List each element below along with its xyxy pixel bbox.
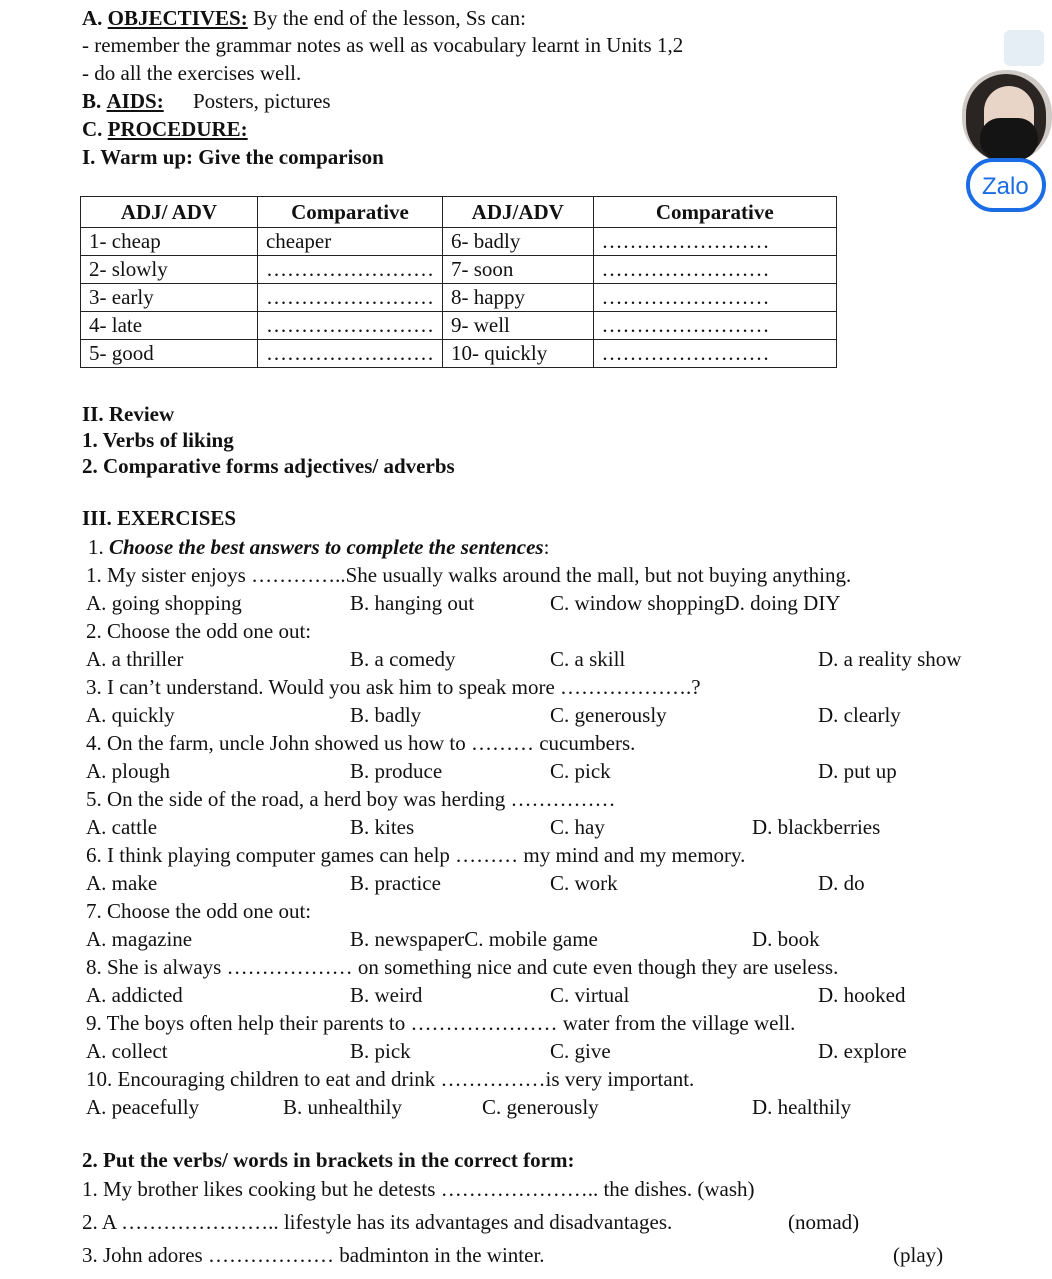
- question-10: 10. Encouraging children to eat and drink ……………is very important.: [86, 1067, 695, 1091]
- objective-1: - remember the grammar notes as well as vocabulary learnt in Units 1,2: [82, 33, 684, 57]
- exercise-2-item-3: 3. John adores ……………… badminton in the winter.: [82, 1243, 545, 1267]
- table-row: [81, 256, 837, 284]
- exercise-2-title: 2. Put the verbs/ words in brackets in the correct form:: [82, 1148, 575, 1172]
- table-row: [81, 284, 837, 312]
- exercise-1-colon: :: [543, 535, 550, 559]
- option-d: D. a reality show: [818, 647, 962, 671]
- option-a: A. quickly: [86, 703, 175, 727]
- option-a: A. peacefully: [86, 1095, 200, 1119]
- table-cell: ……………………: [593, 284, 836, 312]
- option-b: B. kites: [350, 815, 415, 839]
- exercises-title: III. EXERCISES: [82, 506, 237, 530]
- exercise-1-number: 1.: [88, 535, 104, 559]
- option-a: A. magazine: [86, 927, 193, 951]
- table-cell: ……………………: [257, 256, 442, 284]
- option-b: B. hanging out: [350, 591, 475, 615]
- review-item-2: 2. Comparative forms adjectives/ adverbs: [82, 454, 455, 478]
- option-d: D. blackberries: [752, 815, 881, 839]
- option-b: B. badly: [350, 703, 422, 727]
- table-cell: ……………………: [257, 340, 442, 368]
- corner-tab[interactable]: [1004, 30, 1044, 66]
- table-cell: ……………………: [593, 312, 836, 340]
- exercise-2-item-2-hint: (nomad): [788, 1210, 860, 1234]
- option-d: D. explore: [818, 1039, 907, 1063]
- table-cell: 3- early: [81, 284, 258, 312]
- section-c-label: C.: [82, 117, 103, 141]
- question-5: 5. On the side of the road, a herd boy was herding ……………: [86, 787, 616, 811]
- table-cell: ……………………: [593, 340, 836, 368]
- option-b: B. newspaperC. mobile game: [350, 927, 598, 951]
- table-cell: 6- badly: [442, 228, 593, 256]
- option-a: A. make: [86, 871, 158, 895]
- zalo-chat-button[interactable]: [966, 158, 1046, 212]
- question-3: 3. I can’t understand. Would you ask him to speak more ……………….?: [86, 675, 701, 699]
- option-d: D. put up: [818, 759, 897, 783]
- table-cell: 9- well: [442, 312, 593, 340]
- table-cell: 1- cheap: [81, 228, 258, 256]
- option-d: D. hooked: [818, 983, 906, 1007]
- table-header-cell: ADJ/ ADV: [81, 197, 258, 228]
- option-a: A. cattle: [86, 815, 158, 839]
- option-c: C. work: [550, 871, 618, 895]
- table-row: [81, 312, 837, 340]
- option-c: C. hay: [550, 815, 605, 839]
- option-a: A. a thriller: [86, 647, 184, 671]
- option-a: A. plough: [86, 759, 170, 783]
- table-cell: ……………………: [257, 284, 442, 312]
- table-cell: ……………………: [593, 228, 836, 256]
- table-cell: cheaper: [257, 228, 442, 256]
- question-8: 8. She is always ……………… on something nice and cute even though they are useless.: [86, 955, 839, 979]
- option-c: C. give: [550, 1039, 611, 1063]
- table-cell: 10- quickly: [442, 340, 593, 368]
- option-b: B. unhealthily: [283, 1095, 402, 1119]
- exercise-1-instruction: Choose the best answers to complete the sentences: [109, 535, 544, 559]
- question-6: 6. I think playing computer games can help ……… my mind and my memory.: [86, 843, 746, 867]
- question-9: 9. The boys often help their parents to ………………… water from the village well.: [86, 1011, 796, 1035]
- option-c: C. pick: [550, 759, 611, 783]
- exercise-2-item-2: 2. A ………………….. lifestyle has its advantages and disadvantages.: [82, 1210, 673, 1234]
- table-cell: 8- happy: [442, 284, 593, 312]
- table-cell: 5- good: [81, 340, 258, 368]
- option-d: D. clearly: [818, 703, 901, 727]
- option-b: B. produce: [350, 759, 443, 783]
- option-b: B. a comedy: [350, 647, 456, 671]
- option-b: B. practice: [350, 871, 441, 895]
- table-header-cell: ADJ/ADV: [442, 197, 593, 228]
- table-cell: 7- soon: [442, 256, 593, 284]
- option-c: C. virtual: [550, 983, 630, 1007]
- option-c: C. generously: [482, 1095, 599, 1119]
- option-c: C. generously: [550, 703, 667, 727]
- table-row: [81, 340, 837, 368]
- objectives-title: OBJECTIVES:: [107, 6, 248, 30]
- option-d: D. book: [752, 927, 820, 951]
- question-2: 2. Choose the odd one out:: [86, 619, 312, 643]
- table-cell: ……………………: [593, 256, 836, 284]
- question-7: 7. Choose the odd one out:: [86, 899, 312, 923]
- table-header-row: [81, 197, 837, 228]
- avatar-mask: [980, 118, 1038, 160]
- aids-text: Posters, pictures: [192, 89, 331, 113]
- section-a-label: A.: [82, 6, 103, 30]
- comparison-table: [80, 196, 837, 368]
- review-item-1: 1. Verbs of liking: [82, 428, 234, 452]
- option-d: D. healthily: [752, 1095, 852, 1119]
- option-c: C. window shoppingD. doing DIY: [550, 591, 841, 615]
- aids-line: [82, 88, 331, 114]
- exercise-2-item-3-hint: (play): [893, 1243, 944, 1267]
- option-b: B. weird: [350, 983, 423, 1007]
- warmup-title: I. Warm up: Give the comparison: [82, 145, 384, 169]
- zalo-label: Zalo: [982, 173, 1029, 200]
- table-cell: 4- late: [81, 312, 258, 340]
- exercise-2-item-1: 1. My brother likes cooking but he detests ………………….. the dishes. (wash): [82, 1177, 755, 1201]
- procedure-line: [82, 116, 248, 142]
- objectives-intro: By the end of the lesson, Ss can:: [252, 6, 526, 30]
- option-a: A. going shopping: [86, 591, 242, 615]
- option-a: A. collect: [86, 1039, 168, 1063]
- aids-title: AIDS:: [106, 89, 164, 113]
- question-4: 4. On the farm, uncle John showed us how to ……… cucumbers.: [86, 731, 636, 755]
- objectives-line: [82, 5, 526, 31]
- table-row: [81, 228, 837, 256]
- objective-2: - do all the exercises well.: [82, 61, 302, 85]
- chat-avatar[interactable]: [962, 70, 1052, 162]
- table-header-cell: Comparative: [257, 197, 442, 228]
- option-c: C. a skill: [550, 647, 626, 671]
- table-cell: ……………………: [257, 312, 442, 340]
- question-1: 1. My sister enjoys …………..She usually walks around the mall, but not buying anything.: [86, 563, 852, 587]
- table-cell: 2- slowly: [81, 256, 258, 284]
- table-header-cell: Comparative: [593, 197, 836, 228]
- review-title: II. Review: [82, 402, 175, 426]
- option-a: A. addicted: [86, 983, 183, 1007]
- exercise-1-title: [88, 534, 549, 560]
- option-b: B. pick: [350, 1039, 411, 1063]
- option-d: D. do: [818, 871, 865, 895]
- section-b-label: B.: [82, 89, 102, 113]
- procedure-title: PROCEDURE:: [107, 117, 248, 141]
